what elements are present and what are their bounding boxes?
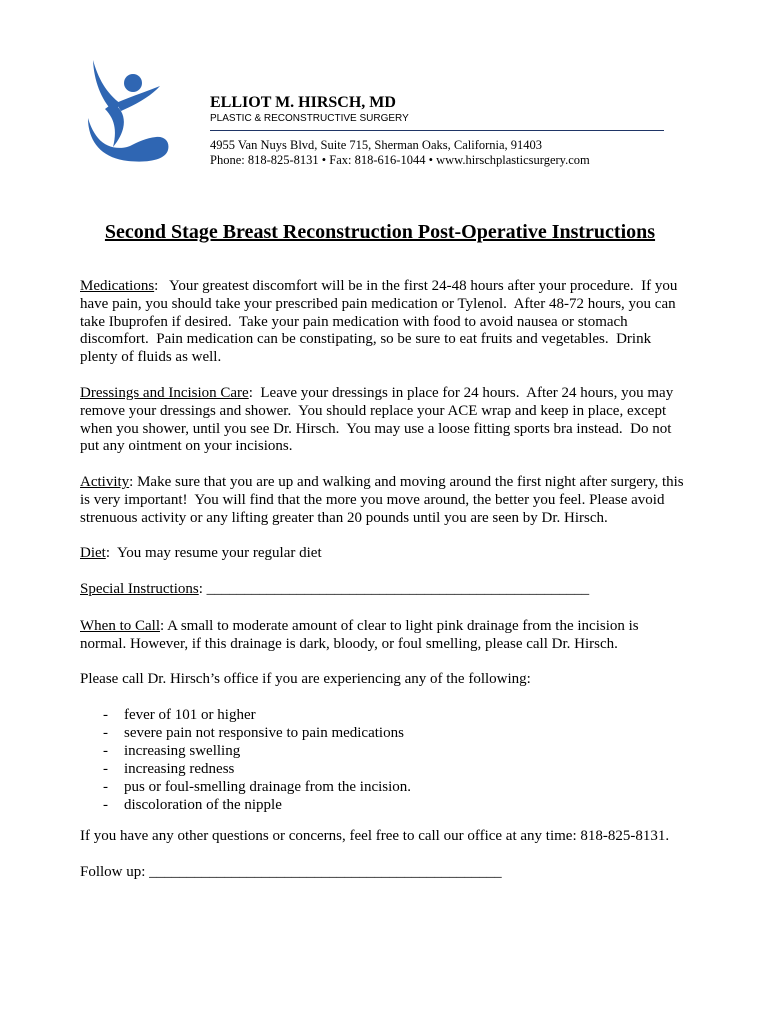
activity-line: strenuous activity or any lifting greater than 20 pounds until you are seen by Dr. Hirsch. bbox=[80, 509, 608, 526]
activity-text: : Make sure that you are up and walking and moving around the first night after surgery, this bbox=[129, 474, 684, 490]
diet-text: : You may resume your regular diet bbox=[105, 545, 322, 561]
medications-line: discomfort. Pain medication can be constipating, so be sure to eat fruits and vegetables. Drink bbox=[80, 331, 652, 348]
activity-section bbox=[80, 474, 684, 527]
list-item-text: discoloration of the nipple bbox=[124, 797, 282, 813]
when-to-call-line: normal. However, if this drainage is dark, bloody, or foul smelling, please call Dr. Hirsch. bbox=[80, 635, 618, 652]
activity-line bbox=[80, 474, 684, 492]
logo-head bbox=[124, 74, 142, 92]
dressings-line: remove your dressings and shower. You should replace your ACE wrap and keep in place, except bbox=[80, 402, 667, 419]
symptom-list bbox=[103, 706, 411, 814]
closing-text: If you have any other questions or concerns, feel free to call our office at any time: 818-825-8131. bbox=[80, 828, 670, 844]
medications-line: have pain, you should take your prescribed pain medication or Tylenol. After 48-72 hours, you can bbox=[80, 295, 676, 312]
closing-section bbox=[80, 828, 669, 846]
logo-cupped-hand bbox=[88, 118, 168, 162]
special-instructions-blank: : ___________________________________________________ bbox=[198, 581, 590, 597]
dressings-section bbox=[80, 385, 673, 456]
dressings-line bbox=[80, 385, 673, 403]
practice-contact: Phone: 818-825-8131 • Fax: 818-616-1044 • www.hirschplasticsurgery.com bbox=[210, 153, 590, 167]
practice-logo-icon bbox=[0, 0, 190, 175]
diet-line bbox=[80, 545, 322, 563]
special-instructions-heading: Special Instructions bbox=[80, 581, 199, 597]
list-dash: - bbox=[103, 779, 108, 795]
practice-specialty: PLASTIC & RECONSTRUCTIVE SURGERY bbox=[210, 113, 409, 124]
doctor-name: ELLIOT M. HIRSCH, MD bbox=[210, 94, 396, 111]
medications-text: : Your greatest discomfort will be in the first 24-48 hours after your procedure. If you bbox=[154, 278, 678, 294]
when-to-call-section bbox=[80, 618, 639, 654]
list-item bbox=[103, 706, 411, 724]
dressings-text: : Leave your dressings in place for 24 hours. After 24 hours, you may bbox=[248, 385, 674, 401]
special-instructions-section bbox=[80, 581, 589, 599]
call-intro-section bbox=[80, 671, 531, 689]
dressings-heading: Dressings and Incision Care bbox=[80, 385, 249, 401]
medications-line: take Ibuprofen if desired. Take your pain medication with food to avoid nausea or stomach bbox=[80, 313, 628, 330]
when-to-call-text: : A small to moderate amount of clear to light pink drainage from the incision is bbox=[159, 618, 639, 634]
list-dash: - bbox=[103, 725, 108, 741]
list-item-text: fever of 101 or higher bbox=[124, 707, 256, 723]
follow-up-section bbox=[80, 864, 502, 882]
header-divider bbox=[210, 130, 664, 131]
medications-section bbox=[80, 278, 677, 367]
dressings-line: put any ointment on your incisions. bbox=[80, 438, 293, 455]
medications-heading: Medications bbox=[80, 278, 155, 294]
follow-up-line: Follow up: _______________________________________________ bbox=[80, 864, 502, 880]
list-dash: - bbox=[103, 743, 108, 759]
list-item bbox=[103, 742, 411, 760]
medications-line: plenty of fluids as well. bbox=[80, 349, 222, 366]
activity-line: is very important! You will find that the more you move around, the better you feel. Please avoid bbox=[80, 491, 665, 508]
list-item-text: increasing redness bbox=[124, 761, 235, 777]
list-item bbox=[103, 760, 411, 778]
practice-address: 4955 Van Nuys Blvd, Suite 715, Sherman Oaks, California, 91403 bbox=[210, 138, 543, 152]
medications-line bbox=[80, 278, 677, 296]
list-dash: - bbox=[103, 707, 108, 723]
special-instructions-line bbox=[80, 581, 589, 599]
call-intro-text: Please call Dr. Hirsch’s office if you are experiencing any of the following: bbox=[80, 671, 531, 687]
when-to-call-line bbox=[80, 618, 639, 636]
list-item-text: pus or foul-smelling drainage from the incision. bbox=[124, 779, 412, 795]
list-item bbox=[103, 796, 411, 814]
list-item-text: increasing swelling bbox=[124, 743, 241, 759]
list-dash: - bbox=[103, 797, 108, 813]
activity-heading: Activity bbox=[80, 474, 130, 490]
diet-section bbox=[80, 545, 322, 563]
document-title: Second Stage Breast Reconstruction Post-Operative Instructions bbox=[104, 221, 656, 243]
diet-heading: Diet bbox=[80, 545, 106, 561]
list-item bbox=[103, 724, 411, 742]
list-item-text: severe pain not responsive to pain medications bbox=[124, 725, 404, 741]
dressings-line: when you shower, until you see Dr. Hirsch. You may use a loose fitting sports bra instead. Do not bbox=[80, 420, 672, 437]
when-to-call-heading: When to Call bbox=[80, 618, 160, 634]
list-dash: - bbox=[103, 761, 108, 777]
list-item bbox=[103, 778, 411, 796]
